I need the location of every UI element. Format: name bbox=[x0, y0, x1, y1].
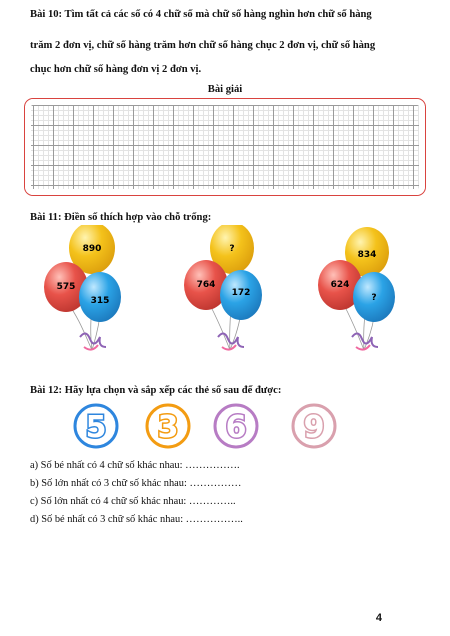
item-c: c) Số lớn nhất có 4 chữ số khác nhau: ………….. bbox=[30, 496, 236, 507]
solution-label: Bài giải bbox=[207, 84, 243, 95]
number-card-digit: 9 bbox=[303, 410, 325, 445]
balloon-right-label: 315 bbox=[90, 296, 110, 306]
bai10-line-3: chục hơn chữ số hàng đơn vị 2 đơn vị. bbox=[30, 64, 202, 75]
item-a: a) Số bé nhất có 4 chữ số khác nhau: ……………. bbox=[30, 460, 240, 471]
bai10-line-1: Bài 10: Tìm tất cả các số có 4 chữ số mà chữ số hàng nghìn hơn chữ số hàng bbox=[30, 9, 372, 20]
balloon-left-label: 764 bbox=[196, 280, 216, 290]
item-d: d) Số bé nhất có 3 chữ số khác nhau: …………….. bbox=[30, 514, 243, 525]
answer-grid[interactable] bbox=[24, 98, 426, 196]
number-card-2[interactable] bbox=[147, 405, 189, 447]
number-card-1[interactable] bbox=[75, 405, 117, 447]
bai10-line-2: trăm 2 đơn vị, chữ số hàng trăm hơn chữ số hàng chục 2 đơn vị, chữ số hàng bbox=[30, 40, 376, 51]
number-card-4[interactable] bbox=[293, 405, 335, 447]
number-card-digit: 6 bbox=[225, 410, 247, 445]
balloon-group-3 bbox=[318, 227, 395, 350]
balloon-group-2 bbox=[184, 225, 262, 350]
balloon-right-label: ? bbox=[371, 293, 377, 303]
item-b: b) Số lớn nhất có 3 chữ số khác nhau: …………… bbox=[30, 478, 242, 489]
balloon-left-label: 575 bbox=[56, 282, 76, 292]
balloon-group-1 bbox=[44, 225, 121, 350]
bai12-title: Bài 12: Hãy lựa chọn và sắp xếp các thẻ số sau để được: bbox=[30, 385, 282, 396]
number-card-3[interactable] bbox=[215, 405, 257, 447]
balloon-groups bbox=[0, 225, 450, 360]
number-cards bbox=[60, 402, 360, 452]
page-number: 4 bbox=[375, 612, 382, 624]
number-card-digit: 3 bbox=[157, 410, 179, 445]
balloon-top-label: 890 bbox=[82, 244, 102, 254]
balloon-left-label: 624 bbox=[330, 280, 350, 290]
balloon-top-label: 834 bbox=[357, 250, 377, 260]
balloon-right-label: 172 bbox=[231, 288, 251, 298]
balloon-top-label: ? bbox=[229, 244, 235, 254]
number-card-digit: 5 bbox=[85, 410, 107, 445]
bai11-title: Bài 11: Điền số thích hợp vào chỗ trống: bbox=[30, 212, 212, 223]
